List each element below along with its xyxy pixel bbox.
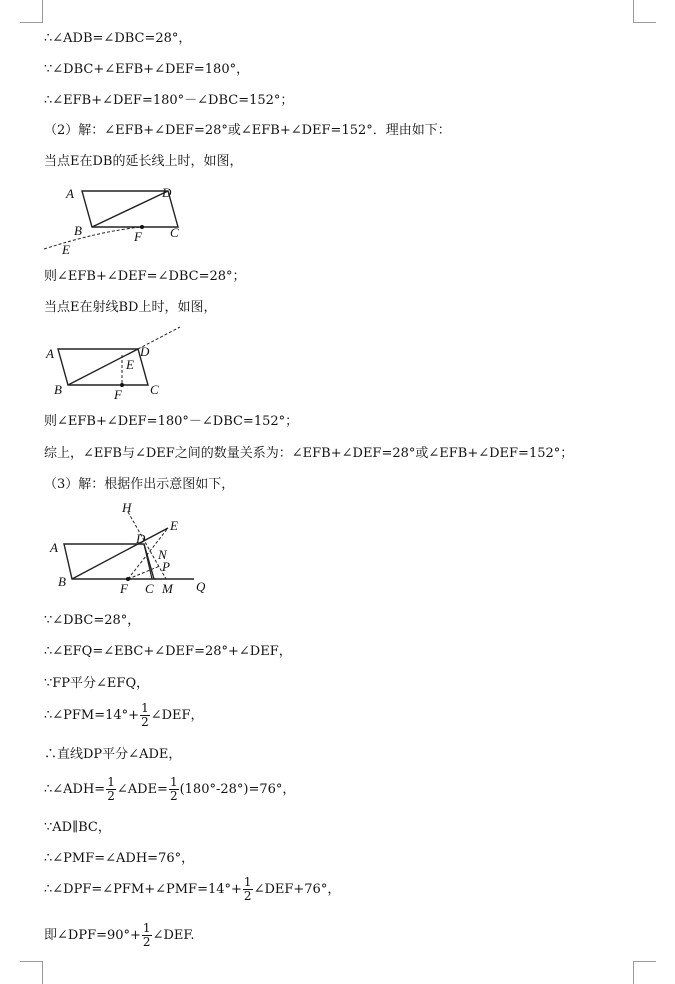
text-line-pfm: ∴∠PFM=14°+ $\frac{1}{2}$ ∠DEF，: [44, 701, 204, 729]
text-line: （2）解：∠EFB+∠DEF=28°或∠EFB+∠DEF=152°．理由如下：: [44, 123, 451, 138]
label-f: F: [134, 229, 142, 244]
label-c: C: [150, 382, 159, 397]
fraction-one-half: $\frac{1}{2}$: [243, 875, 252, 903]
fraction-one-half: $\frac{1}{2}$: [107, 775, 115, 803]
label-m: M: [162, 581, 173, 596]
dashed-line-fp: [128, 566, 160, 579]
label-a: A: [66, 186, 74, 201]
segment-be: [72, 528, 168, 579]
parallelogram: [64, 544, 154, 579]
text-line: 则∠EFB+∠DEF=180°－∠DBC=152°；: [44, 414, 299, 429]
label-e: E: [126, 357, 134, 372]
figure-1: [40, 183, 200, 258]
label-e: E: [62, 242, 70, 257]
text-line-final: 即∠DPF=90°+ $\frac{1}{2}$ ∠DEF.: [44, 921, 195, 949]
label-p: P: [162, 559, 170, 574]
figure-3: [40, 500, 220, 600]
text-line: 则∠EFB+∠DEF=∠DBC=28°；: [44, 269, 246, 284]
label-c: C: [145, 581, 154, 596]
label-b: B: [74, 223, 82, 238]
text-line: 综上，∠EFB与∠DEF之间的数量关系为：∠EFB+∠DEF=28°或∠EFB+∠DEF=152°；: [44, 446, 574, 461]
label-d: D: [140, 344, 150, 359]
label-q: Q: [196, 579, 206, 594]
label-n: N: [158, 547, 167, 562]
text-line-dpf: ∴∠DPF=∠PFM+∠PMF=14°+ $\frac{1}{2}$ ∠DEF+76°，: [44, 875, 341, 903]
label-f: F: [114, 387, 122, 400]
label-c: C: [170, 225, 179, 240]
figure-2: [40, 325, 200, 400]
label-b: B: [54, 382, 62, 397]
crop-mark-bottom-right: [633, 961, 656, 984]
label-d: D: [136, 531, 146, 546]
label-b: B: [58, 574, 66, 589]
text-line: 当点E在DB的延长线上时，如图，: [44, 154, 243, 169]
segment-db: [92, 191, 168, 227]
dashed-line-ef: [44, 227, 142, 249]
text-line: ∵∠DBC+∠EFB+∠DEF=180°，: [44, 62, 250, 77]
text-line: ∴∠PMF=∠ADH=76°，: [44, 851, 195, 866]
fraction-one-half: $\frac{1}{2}$: [142, 921, 151, 949]
fraction-one-half: $\frac{1}{2}$: [141, 701, 149, 729]
text-line: ∴∠EFB+∠DEF=180°－∠DBC=152°；: [44, 93, 294, 108]
fraction-one-half: $\frac{1}{2}$: [169, 775, 178, 803]
crop-mark-top-right: [633, 0, 656, 23]
label-d: D: [162, 185, 172, 200]
text-line: ∵∠DBC=28°，: [44, 613, 141, 628]
text-line: ∴∠EFQ=∠EBC+∠DEF=28°+∠DEF，: [44, 644, 292, 659]
text-line-adh: ∴∠ADH= $\frac{1}{2}$ ∠ADE= $\frac{1}{2}$ (180°-28°)=76°，: [44, 775, 296, 803]
text-line: ∵FP平分∠EFQ，: [44, 676, 150, 691]
text-line: （3）解：根据作出示意图如下，: [44, 477, 235, 492]
text-line: ∴∠ADB=∠DBC=28°，: [44, 31, 192, 46]
text-line: ∵AD∥BC，: [44, 820, 111, 835]
label-f: F: [120, 581, 128, 596]
label-a: A: [50, 540, 58, 555]
crop-mark-bottom-left: [20, 961, 43, 984]
label-e: E: [170, 518, 178, 533]
label-a: A: [46, 346, 54, 361]
label-h: H: [122, 500, 132, 515]
text-line: ∴直线DP平分∠ADE，: [44, 747, 182, 762]
text-line: 当点E在射线BD上时，如图，: [44, 300, 217, 315]
crop-mark-top-left: [20, 0, 43, 23]
